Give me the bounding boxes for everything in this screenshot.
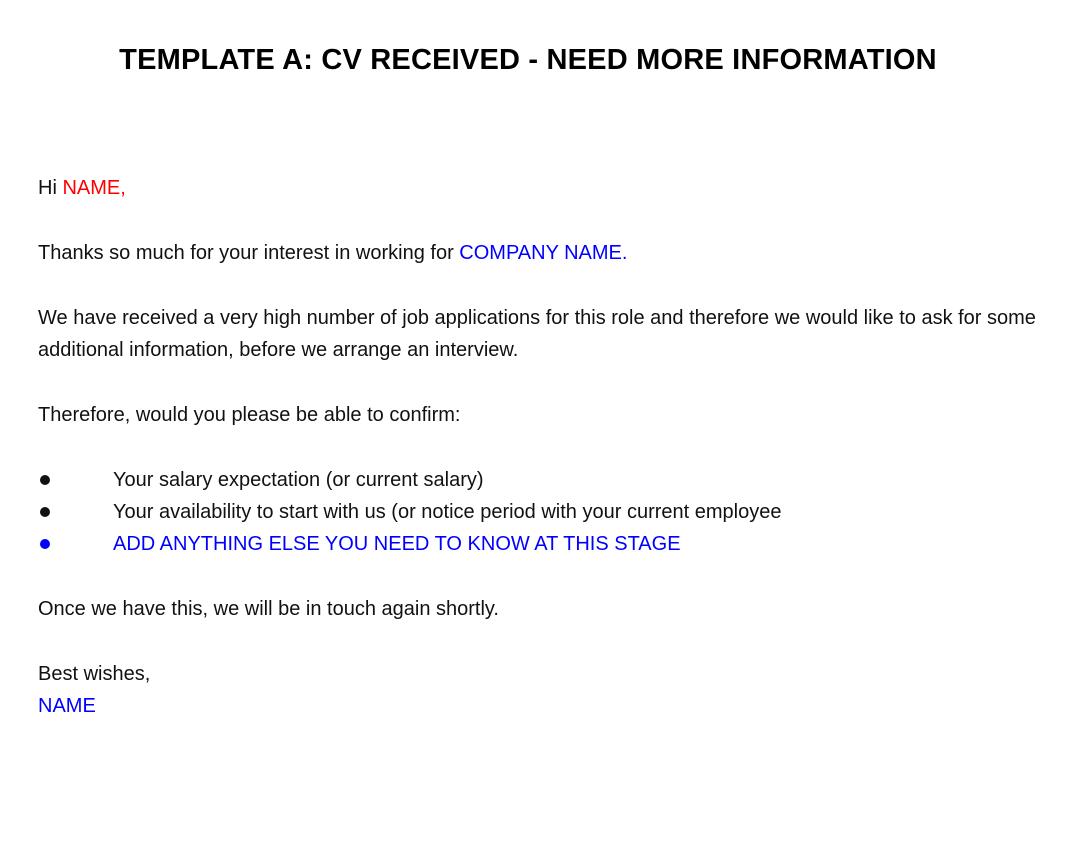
list-item-text: ADD ANYTHING ELSE YOU NEED TO KNOW AT THIS STAGE [113,533,681,555]
list-item-availability [38,496,1038,528]
bullet-icon [40,539,50,549]
thanks-line [38,237,1038,269]
applications-paragraph: We have received a very high number of job applications for this role and therefore we would like to ask for some additional information, before we arrange an interview. [38,307,1036,361]
bullet-icon [40,507,50,517]
company-name-placeholder: COMPANY NAME. [459,242,628,264]
email-body [38,172,1038,722]
info-request-list [38,464,1038,560]
list-item-text: Your availability to start with us (or notice period with your current employee [113,501,782,523]
document-title: TEMPLATE A: CV RECEIVED - NEED MORE INFORMATION [119,44,937,76]
list-item-placeholder [38,528,1038,560]
closing-paragraph: Once we have this, we will be in touch again shortly. [38,598,499,620]
list-item-text: Your salary expectation (or current salary) [113,469,484,491]
signoff [38,658,1038,722]
greeting-line [38,172,1038,204]
thanks-text: Thanks so much for your interest in working for [38,242,460,264]
bullet-icon [40,475,50,485]
signoff-closing: Best wishes, [38,663,151,685]
sender-name-placeholder: NAME [38,695,96,717]
confirm-paragraph: Therefore, would you please be able to confirm: [38,404,461,426]
recipient-name-placeholder: NAME, [62,177,126,199]
list-item-salary [38,464,1038,496]
greeting-prefix: Hi [38,177,63,199]
